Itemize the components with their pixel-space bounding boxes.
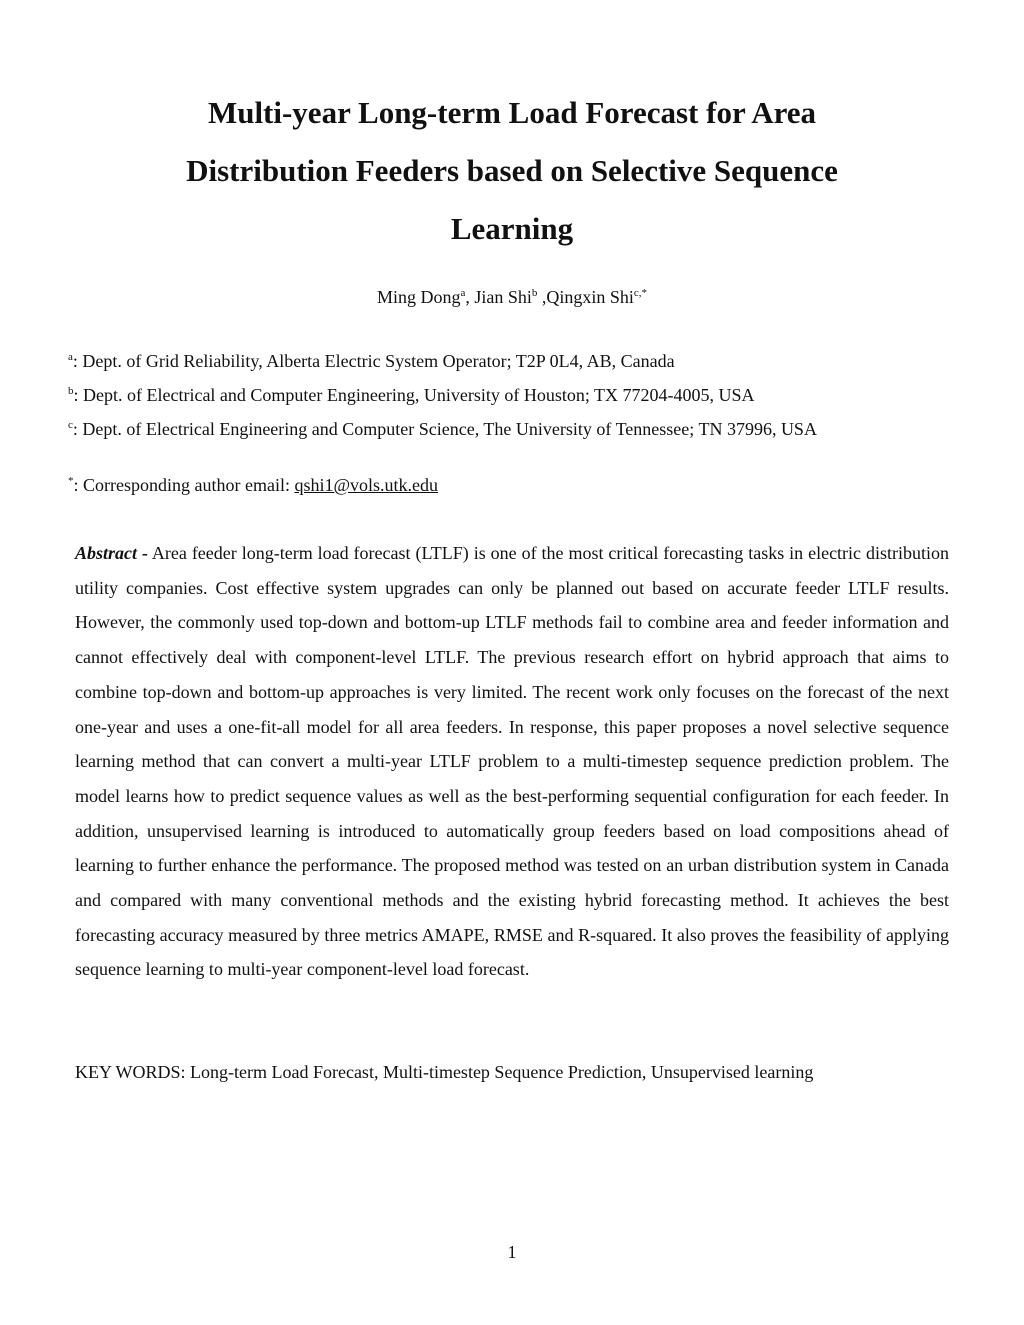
- corresponding-author: [68, 474, 948, 496]
- paper-title: [0, 84, 1024, 258]
- corresponding-mark: *: [68, 475, 74, 487]
- author-name: Jian Shi: [474, 287, 532, 307]
- author-separator: ,: [537, 287, 547, 307]
- title-line-1: Multi-year Long-term Load Forecast for Area: [207, 95, 817, 130]
- affiliation-b: [68, 384, 948, 406]
- author-affiliation-mark: a: [460, 287, 466, 299]
- author-name: Qingxin Shi: [546, 287, 634, 307]
- author-affiliation-mark: b: [531, 287, 538, 299]
- title-line-3: Learning: [450, 211, 574, 246]
- author-name: Ming Dong: [376, 287, 461, 307]
- author-email-link[interactable]: qshi1@vols.utk.edu: [294, 475, 439, 495]
- author-separator: ,: [465, 287, 475, 307]
- affiliation-text: : Dept. of Electrical and Computer Engineering, University of Houston; TX 77204-4005, USA: [73, 385, 755, 405]
- affiliation-text: : Dept. of Grid Reliability, Alberta Electric System Operator; T2P 0L4, AB, Canada: [72, 351, 675, 371]
- abstract-label: Abstract -: [75, 543, 148, 563]
- abstract: [75, 536, 949, 987]
- keywords: KEY WORDS: Long-term Load Forecast, Multi-timestep Sequence Prediction, Unsupervised learning: [75, 1062, 814, 1082]
- title-line-2: Distribution Feeders based on Selective Sequence: [186, 153, 838, 188]
- affiliation-c: [68, 418, 898, 440]
- page-number: 1: [507, 1242, 517, 1262]
- affiliation-text: : Dept. of Electrical Engineering and Computer Science, The University of Tennessee; TN 37996, USA: [72, 419, 817, 439]
- affiliation-a: [68, 350, 948, 372]
- corresponding-text: : Corresponding author email:: [73, 475, 295, 495]
- abstract-text: Area feeder long-term load forecast (LTLF) is one of the most critical forecasting tasks in electric distribution utility companies. Cost effective system upgrades can only be planned out based on accurate feeder LTLF results. However, the commonly used top-down and bottom-up LTLF methods fail to combine area and feeder information and cannot effectively deal with component-level LTLF. The previous research effort on hybrid approach that aims to combine top-down and bottom-up approaches is very limited. The recent work only focuses on the forecast of the next one-year and uses a one-fit-all model for all area feeders. In response, this paper proposes a novel selective sequence learning method that can convert a multi-year LTLF problem to a multi-timestep sequence prediction problem. The model learns how to predict sequence values as well as the best-performing sequential configuration for each feeder. In addition, unsupervised learning is introduced to automatically group feeders based on load compositions ahead of learning to further enhance the performance. The proposed method was tested on an urban distribution system in Canada and compared with many conventional methods and the existing hybrid forecasting method. It achieves the best forecasting accuracy measured by three metrics AMAPE, RMSE and R-squared. It also proves the feasibility of applying sequence learning to multi-year component-level load forecast.: [75, 543, 949, 980]
- author-list: [0, 284, 1024, 310]
- affiliation-mark: c: [68, 419, 73, 431]
- author-affiliation-mark: c,*: [633, 287, 648, 299]
- affiliation-mark: a: [68, 351, 73, 363]
- affiliation-mark: b: [68, 385, 74, 397]
